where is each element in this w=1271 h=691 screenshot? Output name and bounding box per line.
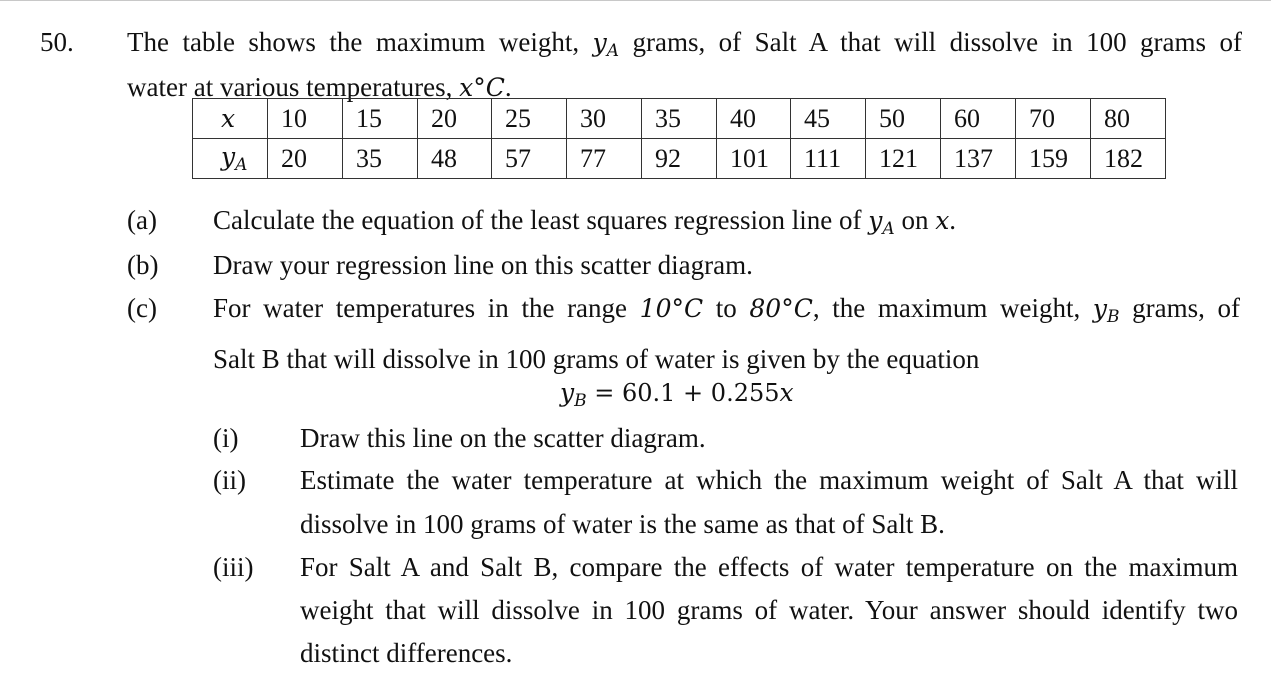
part-ciii-text: For Salt A and Salt B, compare the effects of water temperature on the maximum weight that will dissolve in 100 grams of water. Your answer should identify two distinct differences. (300, 552, 1238, 668)
table-header-x: x (193, 99, 268, 139)
table-cell: 77 (567, 139, 642, 179)
table-cell: 70 (1016, 99, 1091, 139)
table-cell: 121 (866, 139, 941, 179)
table-cell: 57 (492, 139, 567, 179)
part-a-text: Calculate the equation of the least squares regression line of $y_A$ on x. (213, 205, 957, 239)
table-cell: 35 (343, 139, 418, 179)
table-row-x (193, 99, 1166, 139)
table-cell: 137 (941, 139, 1016, 179)
symbol-x-degc: x°C (459, 73, 505, 102)
top-divider (0, 0, 1271, 1)
table-cell: 25 (492, 99, 567, 139)
table-cell: 92 (642, 139, 717, 179)
table-cell: 20 (268, 139, 343, 179)
table-cell: 50 (866, 99, 941, 139)
question-stem (127, 24, 1242, 106)
table-cell: 182 (1091, 139, 1166, 179)
part-b-text: Draw your regression line on this scatter diagram. (213, 250, 753, 280)
table-cell: 35 (642, 99, 717, 139)
part-ci-text: Draw this line on the scatter diagram. (300, 423, 706, 453)
question-number: 50. (40, 27, 74, 57)
table-row-y (193, 139, 1166, 179)
table-cell: 40 (717, 99, 791, 139)
part-ci-label: (i) (213, 423, 239, 453)
part-ciii-label: (iii) (213, 552, 254, 582)
table-cell: 15 (343, 99, 418, 139)
stem-line-1: The table shows the maximum weight, $y_A$ grams, of Salt A that will dissolve in 100 grams of (127, 27, 1243, 61)
stem-line-2: water at various temperatures, x°C. (127, 72, 512, 102)
part-cii-label: (ii) (213, 465, 246, 495)
part-c-text: For water temperatures in the range 10°C to 80°C, the maximum weight, $y_B$ grams, of Salt B that will dissolve in 100 grams of water is given by the equation (213, 293, 1240, 374)
table-cell: 111 (791, 139, 866, 179)
table-cell: 10 (268, 99, 343, 139)
table-cell: 80 (1091, 99, 1166, 139)
part-a-label: (a) (127, 205, 157, 235)
table-cell: 30 (567, 99, 642, 139)
part-c-label: (c) (127, 293, 157, 323)
data-table (192, 98, 1166, 179)
table-header-y: $y_A$ (193, 139, 268, 179)
part-b-label: (b) (127, 250, 159, 280)
table-cell: 60 (941, 99, 1016, 139)
salt-b-equation: $y_B = 60.1 + 0.255x$ (560, 378, 794, 411)
symbol-y-a: $y_A$ (592, 28, 619, 61)
table-cell: 101 (717, 139, 791, 179)
table-cell: 20 (418, 99, 492, 139)
table-cell: 45 (791, 99, 866, 139)
table-cell: 159 (1016, 139, 1091, 179)
table-cell: 48 (418, 139, 492, 179)
part-cii-text: Estimate the water temperature at which the maximum weight of Salt A that will dissolve in 100 grams of water is the same as that of Salt B. (300, 465, 1238, 539)
